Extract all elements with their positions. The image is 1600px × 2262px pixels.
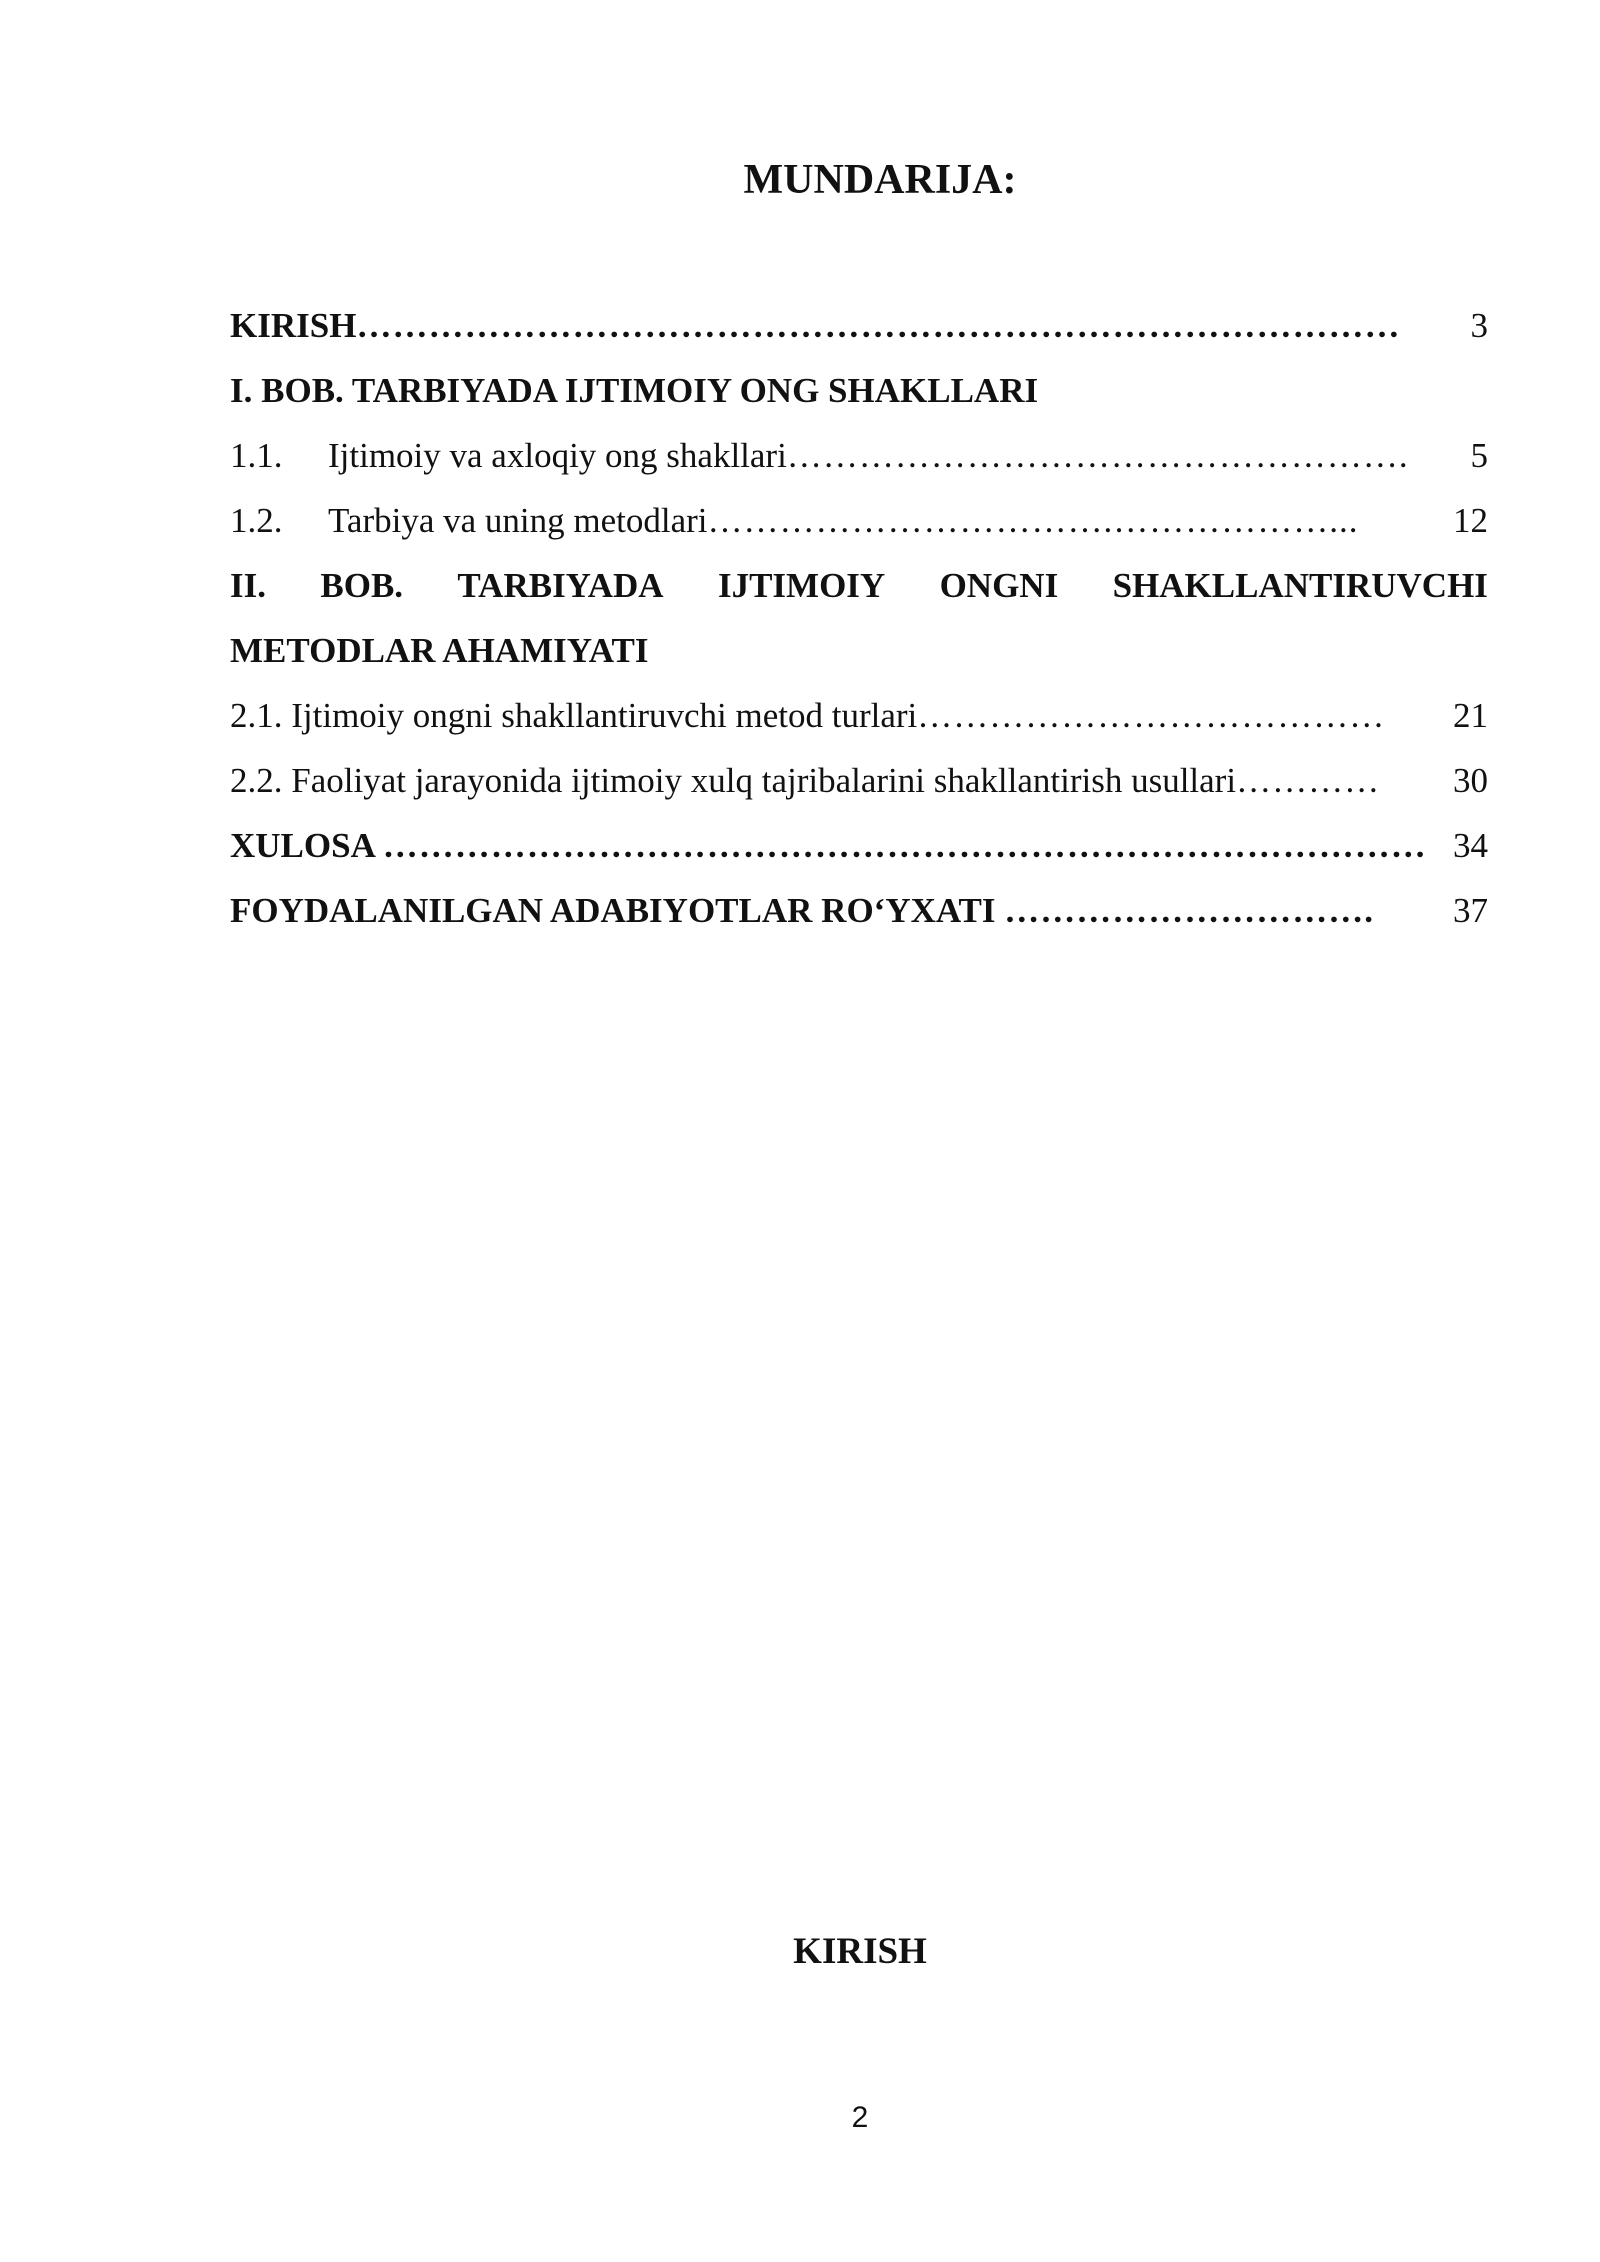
toc-entry-label: 2.2. Faoliyat jarayonida ijtimoiy xulq tajribalarini shakllantirish usullari <box>230 761 1237 800</box>
page-title: MUNDARIJA: <box>743 157 1017 203</box>
toc-leader-dots: …………………………………………………………………………… <box>356 306 1401 345</box>
toc-page-number: 34 <box>1453 826 1488 865</box>
toc-leader-dots: …………………………………………………………………………… <box>382 826 1427 865</box>
toc-leader-dots: ……………………………………………. <box>786 436 1409 475</box>
toc-leader-dots: ………… <box>1236 761 1381 800</box>
toc-chapter-label-line-2 <box>230 618 1488 683</box>
toc-entry-number: 1.2. <box>230 501 283 540</box>
toc-leader-dots: …………………………. <box>1004 891 1375 930</box>
toc-chapter-word: IJTIMOIY <box>717 566 886 605</box>
toc-chapter-label-line-1 <box>230 553 1488 618</box>
toc-chapter-label: I. BOB. TARBIYADA IJTIMOIY ONG SHAKLLARI <box>230 371 1039 410</box>
toc-chapter-1[interactable] <box>230 358 1488 423</box>
toc-chapter-word: SHAKLLANTIRUVCHI <box>1112 566 1488 605</box>
toc-chapter-word: BOB. <box>320 566 404 605</box>
toc-entry-2-1[interactable] <box>230 683 1488 748</box>
toc-entry-label: KIRISH <box>230 306 357 345</box>
toc-entry-xulosa[interactable] <box>230 813 1488 878</box>
toc-page-number: 37 <box>1453 891 1488 930</box>
toc-entry-number: 1.1. <box>230 436 283 475</box>
toc-page-number: 3 <box>1470 306 1488 345</box>
toc-entry-label: XULOSA <box>230 826 383 865</box>
toc-entry-2-2[interactable] <box>230 748 1488 813</box>
toc-page-number: 30 <box>1453 761 1488 800</box>
toc-entry-label: 2.1. Ijtimoiy ongni shakllantiruvchi metod turlari <box>230 696 918 735</box>
toc-page-number: 21 <box>1453 696 1488 735</box>
toc-chapter-word: TARBIYADA <box>457 566 664 605</box>
table-of-contents <box>230 293 1488 943</box>
toc-chapter-word: II. <box>230 566 266 605</box>
toc-entry-label: FOYDALANILGAN ADABIYOTLAR RO‘YXATI <box>230 891 1005 930</box>
toc-entry-1-1[interactable] <box>230 423 1488 488</box>
section-heading-kirish: KIRISH <box>793 1931 927 1972</box>
toc-page-number: 5 <box>1470 436 1488 475</box>
toc-leader-dots: ………………………………… <box>917 696 1386 735</box>
toc-entry-kirish[interactable] <box>230 293 1488 358</box>
toc-entry-label: Ijtimoiy va axloqiy ong shakllari <box>328 436 787 475</box>
page-number: 2 <box>851 2101 869 2134</box>
toc-entry-adabiyotlar[interactable] <box>230 878 1488 943</box>
toc-chapter-word: ONGNI <box>939 566 1059 605</box>
toc-page-number: 12 <box>1453 501 1488 540</box>
toc-entry-1-2[interactable] <box>230 488 1488 553</box>
toc-leader-dots: …………………………….………………... <box>707 501 1359 540</box>
toc-chapter-2[interactable] <box>230 553 1488 683</box>
toc-entry-label: Tarbiya va uning metodlari <box>328 501 708 540</box>
toc-chapter-label: METODLAR AHAMIYATI <box>230 631 649 670</box>
